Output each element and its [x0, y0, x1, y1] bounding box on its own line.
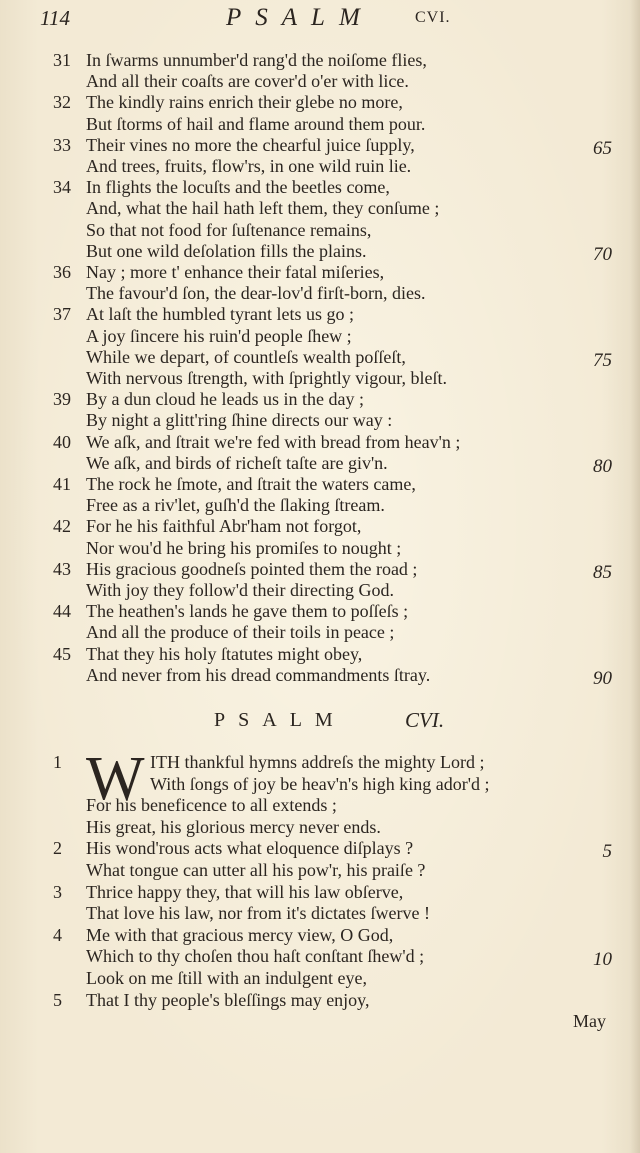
verse-number: 37	[53, 304, 71, 325]
verse-text: And all the produce of their toils in peace ;	[86, 622, 395, 643]
verse-line	[0, 346, 640, 371]
verse-text: Thrice happy they, that will his law obſerve,	[86, 881, 404, 902]
verse-text: A joy ſincere his ruin'd people ſhew ;	[86, 325, 352, 346]
verse-line	[0, 945, 640, 971]
verse-line	[0, 388, 640, 410]
verse-text: Nor wou'd he bring his promiſes to nought ;	[86, 537, 402, 558]
verse-line	[0, 367, 640, 389]
verse-number: 43	[53, 558, 71, 579]
line-count-number: 70	[593, 243, 612, 265]
verse-number: 5	[53, 989, 62, 1010]
psalm-heading	[0, 709, 640, 739]
verse-text: For his beneficence to all extends ;	[86, 795, 337, 816]
verse-line	[0, 881, 640, 903]
dropcap-letter: W	[86, 745, 145, 813]
verse-line	[0, 91, 640, 113]
verse-number: 1	[53, 752, 62, 772]
verse-text: The rock he ſmote, and ſtrait the waters came,	[86, 474, 416, 494]
verse-line	[0, 70, 640, 92]
verse-number: 3	[53, 881, 62, 902]
verse-text: So that not food for ſuſtenance remains,	[86, 219, 372, 240]
verse-line	[0, 773, 640, 795]
verse-line	[0, 859, 640, 881]
verse-text: We aſk, and ſtrait we're fed with bread from heav'n ;	[86, 431, 461, 452]
verse-text: With ſongs of joy be heav'n's high king ador'd ;	[150, 773, 490, 794]
page-header	[0, 4, 640, 34]
line-count-number: 80	[593, 455, 612, 477]
verse-line	[0, 197, 640, 219]
verse-line	[0, 537, 640, 559]
verse-text: That I thy people's bleſſings may enjoy,	[86, 989, 370, 1010]
verse-text: The heathen's lands he gave them to poſſeſs ;	[86, 601, 409, 622]
verse-line	[0, 664, 640, 689]
verse-text: In flights the locuſts and the beetles come,	[86, 177, 390, 198]
verse-text: And, what the hail hath left them, they conſume ;	[86, 198, 440, 219]
verse-text: By a dun cloud he leads us in the day ;	[86, 389, 364, 410]
verse-number: 44	[53, 601, 71, 622]
verse-line	[0, 282, 640, 304]
verse-text: In ſwarms unnumber'd rang'd the noiſome flies,	[86, 50, 427, 70]
verse-line	[0, 558, 640, 583]
verse-line	[0, 261, 640, 283]
verse-number: 40	[53, 431, 71, 452]
verse-line	[0, 643, 640, 665]
verse-line	[0, 579, 640, 601]
verse-number: 33	[53, 134, 71, 155]
verse-line	[0, 621, 640, 643]
verse-text: ITH thankful hymns addreſs the mighty Lord ;	[150, 752, 485, 772]
verse-number: 42	[53, 516, 71, 537]
verse-text: Look on me ſtill with an indulgent eye,	[86, 968, 367, 988]
line-count-number: 65	[593, 137, 612, 159]
verse-number: 45	[53, 643, 71, 664]
verse-line	[0, 155, 640, 177]
line-count-number: 5	[602, 841, 612, 863]
verse-text: But ſtorms of hail and flame around them pour.	[86, 113, 426, 134]
verse-text: But one wild deſolation fills the plains.	[86, 240, 367, 261]
page-number: 114	[40, 6, 70, 30]
verse-line	[0, 902, 640, 924]
verse-line	[0, 989, 640, 1011]
verse-line	[0, 431, 640, 453]
verse-number: 36	[53, 262, 71, 282]
verse-number: 4	[53, 924, 62, 945]
verse-line	[0, 303, 640, 325]
verse-text: What tongue can utter all his pow'r, his praiſe ?	[86, 860, 426, 880]
line-count-number: 90	[593, 667, 612, 689]
verse-line	[0, 134, 640, 159]
verse-number: 32	[53, 92, 71, 113]
verse-text: Me with that gracious mercy view, O God,	[86, 924, 394, 945]
verse-text: For he his faithful Abr'ham not forgot,	[86, 516, 362, 537]
verse-text: The favour'd ſon, the dear-lov'd firſt-born, dies.	[86, 283, 426, 304]
verse-number: 34	[53, 177, 71, 198]
verse-number: 39	[53, 389, 71, 410]
verse-line	[0, 49, 640, 71]
verse-line	[0, 325, 640, 347]
verse-text: His wond'rous acts what eloquence diſplays ?	[86, 838, 414, 859]
verse-line	[0, 176, 640, 198]
verse-text: By night a glitt'ring ſhine directs our way :	[86, 410, 393, 431]
verse-line	[0, 113, 640, 135]
psalm-heading-word: PSALM	[214, 709, 346, 731]
verse-text: Nay ; more t' enhance their fatal miſeries,	[86, 262, 385, 282]
line-count-number: 75	[593, 349, 612, 371]
verse-text: And never from his dread commandments ſtray.	[86, 664, 431, 685]
verse-line	[0, 494, 640, 516]
verse-line	[0, 219, 640, 241]
verse-text: The kindly rains enrich their glebe no more,	[86, 92, 403, 113]
verse-text: At laſt the humbled tyrant lets us go ;	[86, 304, 354, 325]
verse-number: 31	[53, 50, 71, 70]
verse-text: We aſk, and birds of richeſt taſte are giv'n.	[86, 452, 388, 473]
verse-line	[0, 409, 640, 431]
verse-line	[0, 967, 640, 989]
verse-line	[0, 794, 640, 816]
verse-line	[0, 751, 640, 773]
running-title: PSALM	[226, 4, 374, 31]
verse-text: With nervous ſtrength, with ſprightly vigour, bleſt.	[86, 368, 448, 388]
verse-text: And trees, fruits, flow'rs, in one wild ruin lie.	[86, 156, 412, 176]
verse-line	[0, 515, 640, 537]
verse-text: Their vines no more the chearful juice ſupply,	[86, 134, 415, 155]
verse-line	[0, 837, 640, 863]
verse-line	[0, 240, 640, 265]
verse-text: His gracious goodneſs pointed them the road ;	[86, 558, 418, 579]
verse-text: His great, his glorious mercy never ends.	[86, 816, 381, 837]
verse-line	[0, 816, 640, 838]
verse-text: And all their coaſts are cover'd o'er with lice.	[86, 71, 409, 92]
verse-line	[0, 452, 640, 477]
psalm-heading-number: CVI.	[405, 708, 445, 732]
verse-line	[0, 924, 640, 946]
catchword: May	[573, 1011, 606, 1031]
running-psalm-number: CVI.	[415, 9, 451, 26]
verse-text: That love his law, nor from it's dictates ſwerve !	[86, 903, 430, 924]
verse-number: 2	[53, 838, 62, 859]
line-count-number: 10	[593, 949, 612, 971]
verse-text: Which to thy choſen thou haſt conſtant ſhew'd ;	[86, 946, 425, 967]
verse-line	[0, 600, 640, 622]
verse-number: 41	[53, 474, 71, 494]
verse-text: While we depart, of countleſs wealth poſſeſt,	[86, 346, 406, 367]
verse-text: With joy they follow'd their directing God.	[86, 580, 394, 600]
verse-line	[0, 473, 640, 495]
line-count-number: 85	[593, 561, 612, 583]
verse-text: Free as a riv'let, guſh'd the ſlaking ſtream.	[86, 495, 385, 516]
page-edge-shadow	[630, 0, 640, 1153]
verse-text: That they his holy ſtatutes might obey,	[86, 643, 363, 664]
